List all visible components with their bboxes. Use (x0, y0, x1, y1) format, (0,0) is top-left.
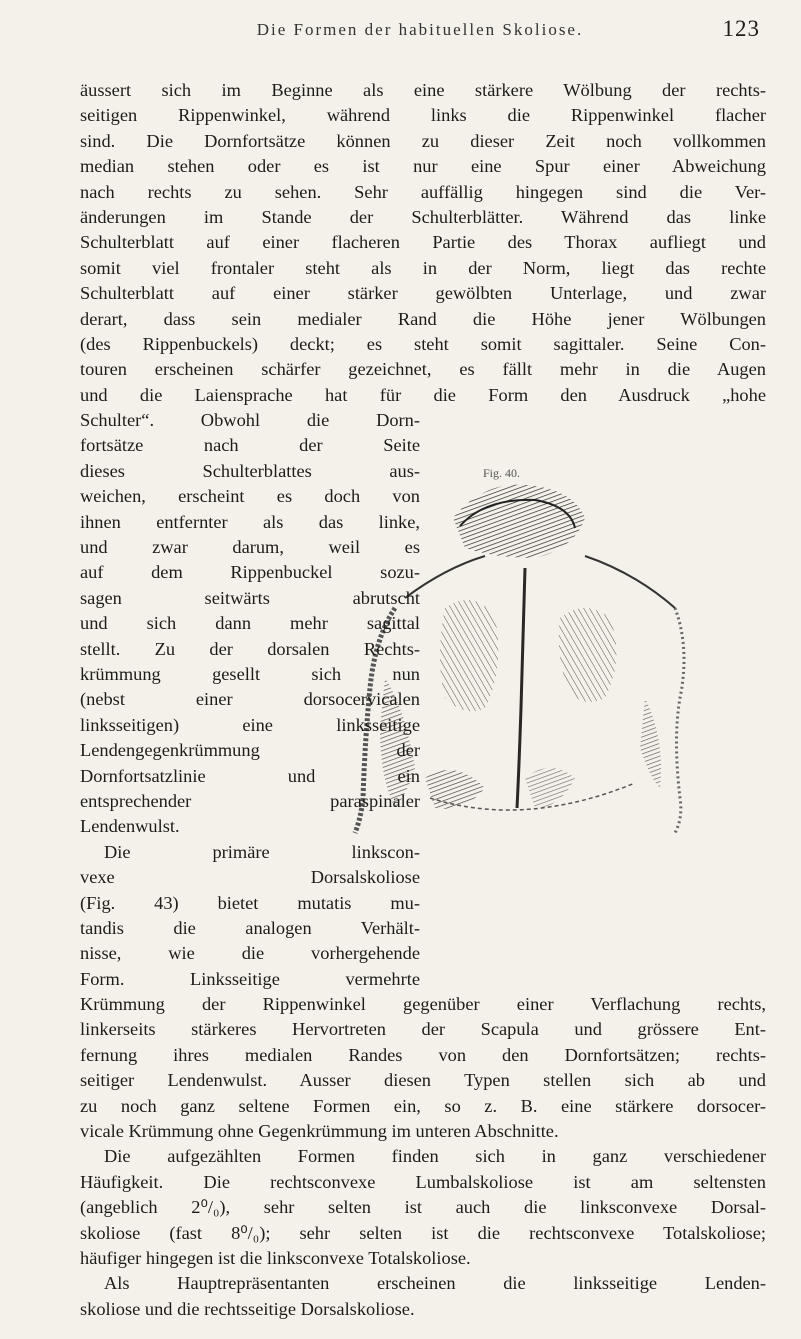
text-line: krümmung gesellt sich nun (80, 663, 420, 684)
text-line: (angeblich 2⁰/₀), sehr selten ist auch die linksconvexe Dorsal- (80, 1197, 766, 1218)
text-line: Lendengegenkrümmung der (80, 740, 420, 761)
text-line: äussert sich im Beginne als eine stärkere Wölbung der rechts- (80, 80, 766, 100)
text-line: skoliose und die rechtsseitige Dorsalskoliose. (80, 1298, 415, 1319)
text-line: linkerseits stärkeres Hervortreten der Scapula und grössere Ent- (80, 1019, 766, 1040)
running-title: Die Formen der habituellen Skoliose. (256, 20, 584, 39)
text-line: Dornfortsatzlinie und ein (80, 765, 420, 786)
text-line: Die aufgezählten Formen finden sich in ganz verschiedener (104, 1146, 766, 1167)
text-line: derart, dass sein medialer Rand die Höhe jener Wölbungen (80, 308, 766, 329)
text-line: entsprechender paraspinaler (80, 790, 420, 811)
text-line: nach rechts zu sehen. Sehr auffällig hingegen sind die Ver- (80, 181, 766, 202)
text-line: weichen, erscheint es doch von (80, 486, 420, 507)
text-line: (nebst einer dorsocervicalen (80, 689, 420, 710)
text-line: dieses Schulterblattes aus- (80, 460, 420, 481)
text-line: (Fig. 43) bietet mutatis mu- (80, 892, 420, 913)
page-header (80, 16, 760, 50)
text-line: linksseitigen) eine linksseitige (80, 714, 420, 735)
text-line: und sich dann mehr sagittal (80, 613, 420, 634)
text-line: Schulter“. Obwohl die Dorn- (80, 410, 420, 431)
text-line: Schulterblatt auf einer stärker gewölbten Unterlage, und zwar (80, 283, 766, 304)
text-line: Form. Linksseitige vermehrte (80, 968, 420, 989)
text-line: sagen seitwärts abrutscht (80, 587, 420, 608)
text-line: häufiger hingegen ist die linksconvexe Totalskoliose. (80, 1247, 471, 1268)
text-line: Schulterblatt auf einer flacheren Partie des Thorax aufliegt und (80, 232, 766, 253)
text-line: auf dem Rippenbuckel sozu- (80, 562, 420, 583)
figure-label: Fig. 40. (483, 466, 521, 480)
text-line: und die Laiensprache hat für die Form den Ausdruck „hohe (80, 384, 766, 405)
text-line: skoliose (fast 8⁰/₀); sehr selten ist die rechtsconvexe Totalskoliose; (80, 1222, 766, 1243)
text-line: tandis die analogen Verhält- (80, 917, 420, 938)
text-line: vexe Dorsalskoliose (80, 867, 420, 888)
text-line: änderungen im Stande der Schulterblätter. Während das linke (80, 206, 766, 227)
text-line: fernung ihres medialen Randes von den Dornfortsätzen; rechts- (80, 1044, 766, 1065)
text-line: ihnen entfernter als das linke, (80, 511, 420, 532)
text-line: Als Hauptrepräsentanten erscheinen die linksseitige Lenden- (104, 1273, 766, 1294)
text-line: seitiger Lendenwulst. Ausser diesen Typen stellen sich ab und (80, 1070, 766, 1091)
text-line: median stehen oder es ist nur eine Spur einer Abweichung (80, 156, 766, 177)
text-line: sind. Die Dornfortsätze können zu dieser Zeit noch vollkommen (80, 130, 766, 151)
text-line: nisse, wie die vorhergehende (80, 943, 420, 964)
text-line: (des Rippenbuckels) deckt; es steht somit sagittaler. Seine Con- (80, 333, 766, 354)
text-line: vicale Krümmung ohne Gegenkrümmung im unteren Abschnitte. (80, 1121, 559, 1142)
text-line: fortsätze nach der Seite (80, 435, 420, 456)
body-text (80, 78, 766, 1322)
text-line: Lendenwulst. (80, 816, 180, 837)
text-line: stellt. Zu der dorsalen Rechts- (80, 638, 420, 659)
text-line: und zwar darum, weil es (80, 537, 420, 558)
text-line: Krümmung der Rippenwinkel gegenüber einer Verflachung rechts, (80, 994, 766, 1015)
text-line: Häufigkeit. Die rechtsconvexe Lumbalskoliose ist am seltensten (80, 1171, 766, 1192)
text-line: zu noch ganz seltene Formen ein, so z. B. eine stärkere dorsocer- (80, 1095, 766, 1116)
text-line: seitigen Rippenwinkel, während links die Rippenwinkel flacher (80, 105, 766, 126)
text-line: touren erscheinen schärfer gezeichnet, es fällt mehr in die Augen (80, 359, 766, 380)
page-number: 123 (722, 16, 760, 41)
text-line: Die primäre linkscon- (104, 841, 420, 862)
text-line: somit viel frontaler steht als in der Norm, liegt das rechte (80, 257, 766, 278)
